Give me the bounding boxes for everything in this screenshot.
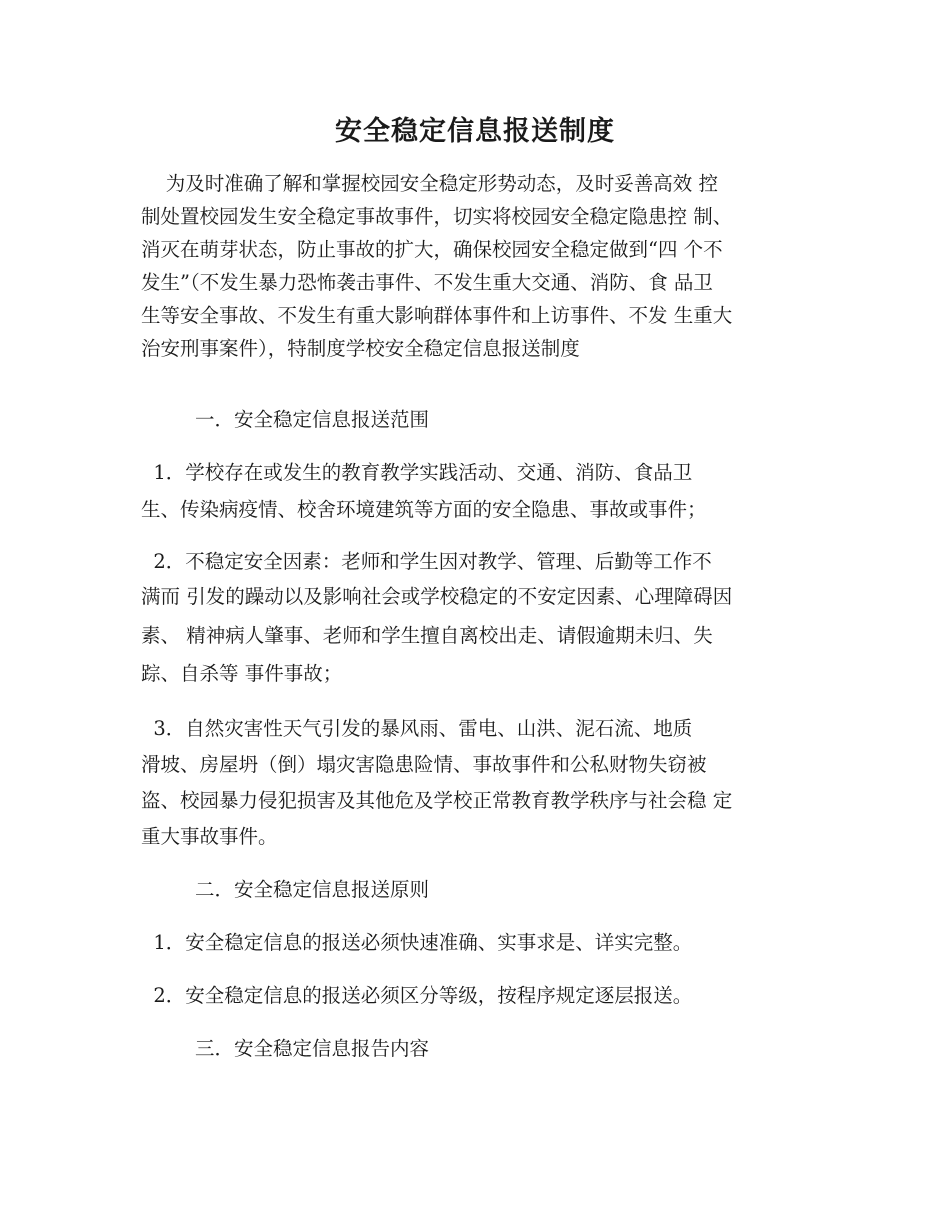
paragraph-line: 2．安全稳定信息的报送必须区分等级，按程序规定逐层报送。 — [141, 984, 693, 1007]
section-heading-principles: 二．安全稳定信息报送原则 — [195, 878, 430, 901]
paragraph-line: 重大事故事件。 — [141, 825, 278, 848]
document-title: 安全稳定信息报送制度 — [335, 116, 615, 147]
intro-line: 发生”（不发生暴力恐怖袭击事件、不发生重大交通、消防、食 品卫 — [141, 271, 713, 294]
paragraph-line: 1．学校存在或发生的教育教学实践活动、交通、消防、食品卫 — [141, 461, 693, 484]
intro-line: 消灭在萌芽状态，防止事故的扩大，确保校园安全稳定做到“四 个不 — [141, 238, 723, 261]
intro-line: 制处置校园发生安全稳定事故事件，切实将校园安全稳定隐患控 制、 — [141, 205, 733, 228]
section-heading-scope: 一．安全稳定信息报送范围 — [195, 408, 430, 431]
paragraph-line: 踪、自杀等 事件事故； — [141, 662, 343, 685]
intro-line: 为及时准确了解和掌握校园安全稳定形势动态，及时妥善高效 控 — [141, 172, 718, 195]
paragraph-line: 2．不稳定安全因素：老师和学生因对教学、管理、后勤等工作不 — [141, 550, 712, 573]
paragraph-line: 生、传染病疫情、校舍环境建筑等方面的安全隐患、事故或事件； — [141, 498, 707, 521]
paragraph-line: 3．自然灾害性天气引发的暴风雨、雷电、山洪、泥石流、地质 — [141, 717, 693, 740]
paragraph-line: 满而 引发的躁动以及影响社会或学校稳定的不安定因素、心理障碍因 — [141, 585, 733, 608]
paragraph-line: 素、 精神病人肇事、老师和学生擅自离校出走、请假逾期未归、失 — [141, 624, 713, 647]
intro-line: 治安刑事案件），特制度学校安全稳定信息报送制度 — [141, 337, 580, 360]
intro-line: 生等安全事故、不发生有重大影响群体事件和上访事件、不发 生重大 — [141, 304, 733, 327]
section-heading-content: 三．安全稳定信息报告内容 — [195, 1037, 430, 1060]
paragraph-line: 滑坡、房屋坍（倒）塌灾害隐患险情、事故事件和公私财物失窃被 — [141, 753, 707, 776]
paragraph-line: 盗、校园暴力侵犯损害及其他危及学校正常教育教学秩序与社会稳 定 — [141, 789, 733, 812]
paragraph-line: 1．安全稳定信息的报送必须快速准确、实事求是、详实完整。 — [141, 931, 693, 954]
